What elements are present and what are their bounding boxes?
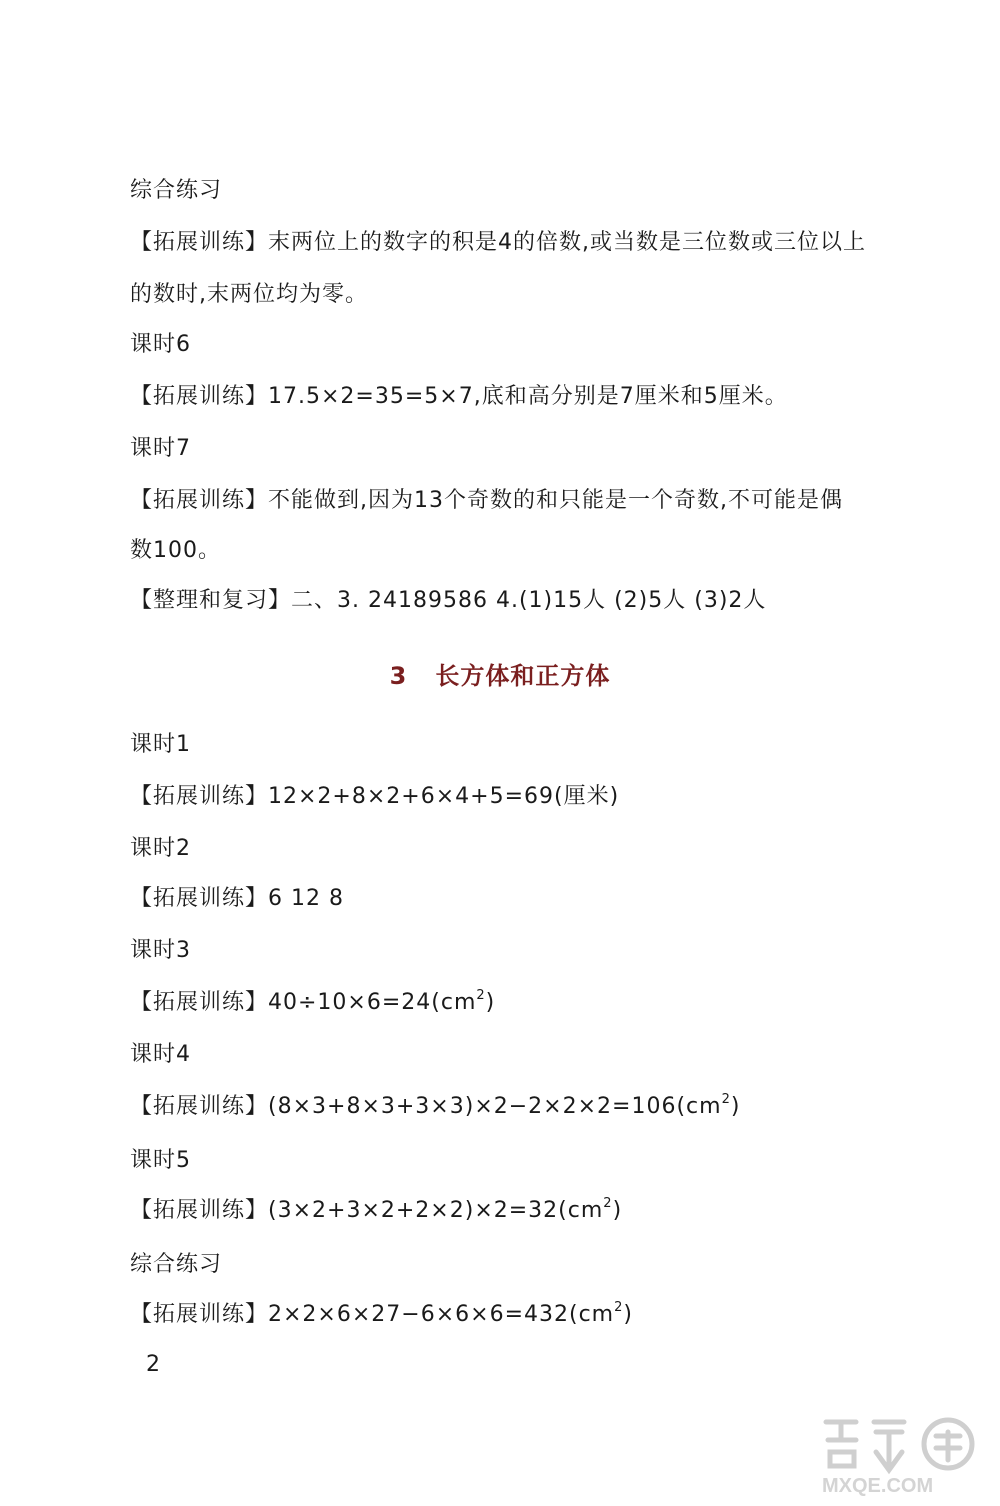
closing-paren: ) xyxy=(730,1094,741,1119)
page-number: 2 xyxy=(146,1352,160,1377)
exercise-answer: 【拓展训练】不能做到,因为13个奇数的和只能是一个奇数,不可能是偶 xyxy=(130,488,843,513)
answer-text: 【拓展训练】2×2×6×27−6×6×6=432(cm xyxy=(130,1302,615,1327)
answer-text: 【拓展训练】40÷10×6=24(cm xyxy=(130,990,477,1015)
chapter-name: 长方体和正方体 xyxy=(435,662,611,690)
lesson-heading: 课时2 xyxy=(130,836,191,861)
lesson-heading: 课时5 xyxy=(130,1148,191,1173)
chapter-number: 3 xyxy=(389,662,408,690)
exercise-answer: 【拓展训练】17.5×2=35=5×7,底和高分别是7厘米和5厘米。 xyxy=(130,384,788,409)
svg-text:MXQE.COM: MXQE.COM xyxy=(822,1475,934,1497)
lesson-heading: 课时7 xyxy=(130,436,191,461)
section-heading: 综合练习 xyxy=(130,1252,223,1277)
closing-paren: ) xyxy=(612,1198,623,1223)
exercise-answer: 【拓展训练】6 12 8 xyxy=(130,886,344,911)
chapter-title xyxy=(0,656,1000,691)
answer-text: 【拓展训练】(8×3+8×3+3×3)×2−2×2×2=106(cm xyxy=(130,1094,722,1119)
superscript: 2 xyxy=(603,1196,613,1211)
exercise-answer xyxy=(130,988,910,1018)
watermark-logo xyxy=(818,1412,990,1498)
exercise-answer xyxy=(130,1092,910,1122)
closing-paren: ) xyxy=(623,1302,633,1327)
exercise-answer xyxy=(130,1196,910,1226)
exercise-answer: 【拓展训练】12×2+8×2+6×4+5=69(厘米) xyxy=(130,784,620,809)
lesson-heading: 课时4 xyxy=(130,1042,191,1067)
closing-paren: ) xyxy=(485,990,496,1015)
section-heading: 综合练习 xyxy=(130,178,223,203)
exercise-answer-continued: 数100。 xyxy=(130,538,221,563)
lesson-heading: 课时6 xyxy=(130,332,191,357)
lesson-heading: 课时3 xyxy=(130,938,191,963)
exercise-answer xyxy=(130,1300,910,1330)
superscript: 2 xyxy=(614,1300,624,1315)
exercise-answer: 【拓展训练】末两位上的数字的积是4的倍数,或当数是三位数或三位以上 xyxy=(130,230,866,255)
superscript: 2 xyxy=(476,988,486,1003)
review-answer: 【整理和复习】二、3. 24189586 4.(1)15人 (2)5人 (3)2人 xyxy=(130,588,767,613)
exercise-answer-continued: 的数时,末两位均为零。 xyxy=(130,282,368,307)
answer-text: 【拓展训练】(3×2+3×2+2×2)×2=32(cm xyxy=(130,1198,604,1223)
superscript: 2 xyxy=(721,1092,731,1107)
lesson-heading: 课时1 xyxy=(130,732,191,757)
